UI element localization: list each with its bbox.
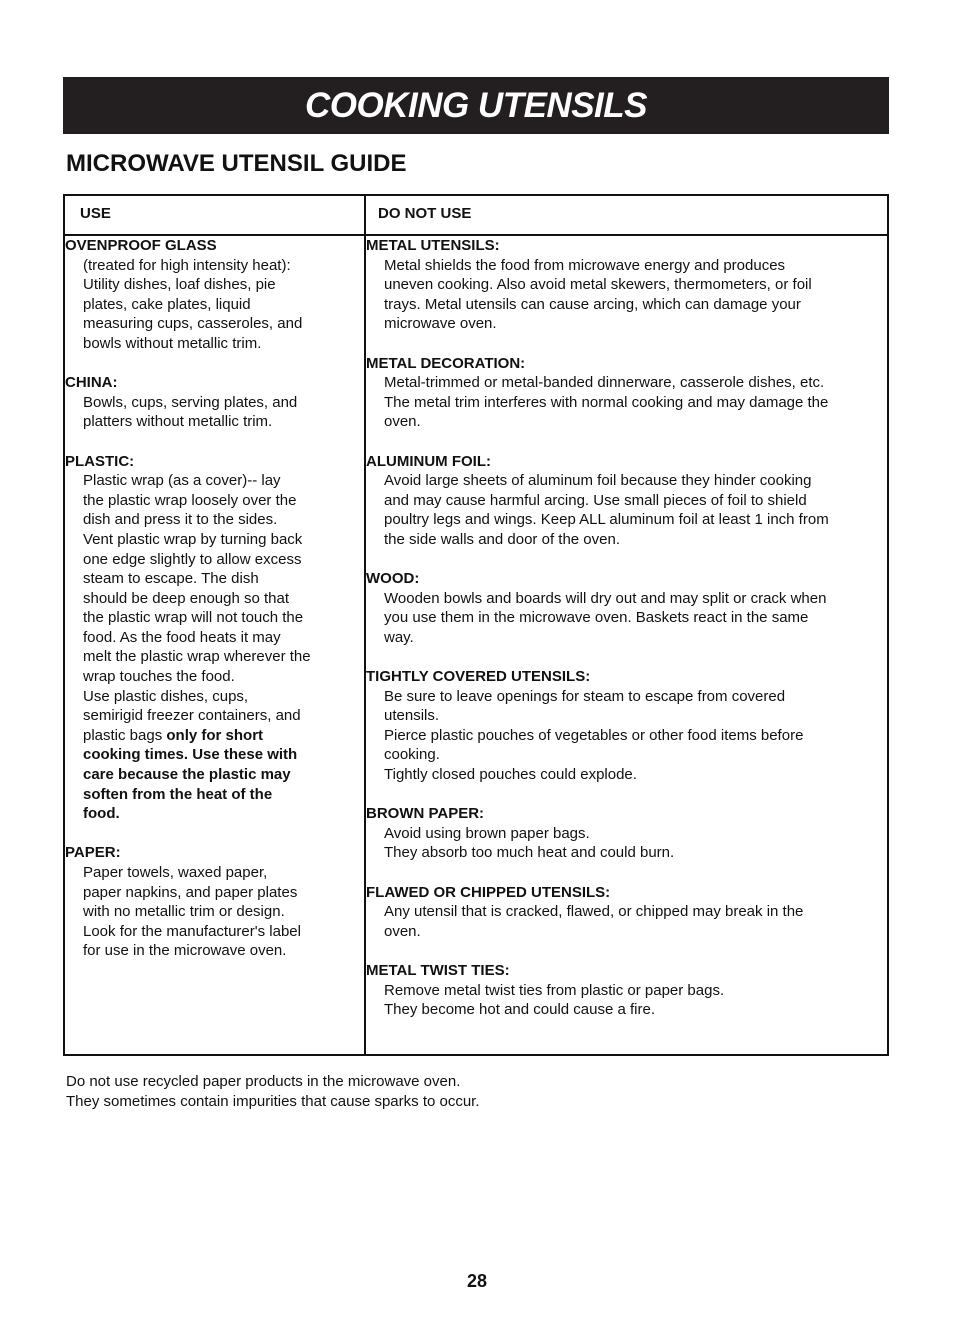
item-line: paper napkins, and paper plates xyxy=(83,883,298,901)
item-line: trays. Metal utensils can cause arcing, which can damage your xyxy=(384,295,801,313)
item-body xyxy=(366,902,887,941)
use-item-plastic xyxy=(65,452,364,824)
item-line: Use plastic dishes, cups, xyxy=(83,687,249,705)
item-line: Utility dishes, loaf dishes, pie xyxy=(83,276,276,294)
use-item-china xyxy=(65,373,364,432)
dont-item-metal-utensils xyxy=(366,236,887,334)
item-line-bold: food. xyxy=(83,805,120,823)
item-line-bold: soften from the heat of the xyxy=(83,785,273,803)
item-line: with no metallic trim or design. xyxy=(83,903,285,921)
dont-item-brown-paper xyxy=(366,804,887,863)
item-line-bold: care because the plastic may xyxy=(83,766,291,784)
item-line: Be sure to leave openings for steam to escape from covered xyxy=(384,687,786,705)
item-body xyxy=(366,687,887,785)
item-line: Look for the manufacturer's label xyxy=(83,922,301,940)
item-heading: METAL DECORATION: xyxy=(366,354,526,372)
dont-item-tightly-covered-utensils xyxy=(366,667,887,785)
item-line: wrap touches the food. xyxy=(83,668,235,686)
item-line-normal: plastic bags xyxy=(83,726,167,744)
item-line: food. As the food heats it may xyxy=(83,628,281,646)
item-line: measuring cups, casseroles, and xyxy=(83,315,303,333)
item-line: Tightly closed pouches could explode. xyxy=(384,766,637,784)
item-line: you use them in the microwave oven. Baskets react in the same xyxy=(384,609,809,627)
item-line: microwave oven. xyxy=(384,315,497,333)
recycled-paper-note xyxy=(66,1072,480,1111)
item-body xyxy=(366,373,887,432)
item-line: Wooden bowls and boards will dry out and may split or crack when xyxy=(384,589,827,607)
dont-item-metal-decoration xyxy=(366,354,887,432)
item-heading: WOOD: xyxy=(366,570,420,588)
do-not-use-column-header: DO NOT USE xyxy=(365,195,888,235)
item-heading: PAPER: xyxy=(65,844,121,862)
item-line: and may cause harmful arcing. Use small pieces of foil to shield xyxy=(384,491,807,509)
note-line: Do not use recycled paper products in the microwave oven. xyxy=(66,1073,461,1090)
item-body xyxy=(366,824,887,863)
item-line: plates, cake plates, liquid xyxy=(83,295,251,313)
item-line-mixed xyxy=(83,726,364,746)
item-heading: TIGHTLY COVERED UTENSILS: xyxy=(366,668,591,686)
item-line: Plastic wrap (as a cover)-- lay xyxy=(83,472,281,490)
item-body xyxy=(65,393,364,432)
item-line: semirigid freezer containers, and xyxy=(83,707,301,725)
use-column xyxy=(64,235,365,1055)
dont-item-flawed-or-chipped-utensils xyxy=(366,883,887,942)
use-item-ovenproof-glass xyxy=(65,236,364,354)
section-title: MICROWAVE UTENSIL GUIDE xyxy=(66,150,407,177)
item-line: Pierce plastic pouches of vegetables or other food items before xyxy=(384,726,804,744)
item-line: Vent plastic wrap by turning back xyxy=(83,530,303,548)
item-line: platters without metallic trim. xyxy=(83,413,273,431)
utensil-guide-table xyxy=(63,194,889,1056)
item-body xyxy=(65,256,364,354)
item-line: melt the plastic wrap wherever the xyxy=(83,648,311,666)
item-line: They absorb too much heat and could burn. xyxy=(384,844,675,862)
item-body xyxy=(366,256,887,334)
item-line: Paper towels, waxed paper, xyxy=(83,864,268,881)
item-line: the plastic wrap loosely over the xyxy=(83,491,297,509)
item-line: utensils. xyxy=(384,707,440,725)
item-heading: PLASTIC: xyxy=(65,452,135,470)
note-line: They sometimes contain impurities that cause sparks to occur. xyxy=(66,1092,480,1110)
item-line: Avoid large sheets of aluminum foil because they hinder cooking xyxy=(384,472,812,490)
item-line: oven. xyxy=(384,922,421,940)
title-banner xyxy=(63,77,889,134)
use-item-paper xyxy=(65,843,364,961)
item-line: for use in the microwave oven. xyxy=(83,942,287,960)
item-line: way. xyxy=(384,628,414,646)
item-line-bold: only for short xyxy=(166,726,264,744)
item-line: steam to escape. The dish xyxy=(83,570,259,588)
page-title: COOKING UTENSILS xyxy=(304,85,648,125)
item-heading: BROWN PAPER: xyxy=(366,805,485,823)
dont-item-wood xyxy=(366,569,887,647)
item-body xyxy=(366,981,887,1020)
item-line: dish and press it to the sides. xyxy=(83,511,278,529)
item-line: Metal-trimmed or metal-banded dinnerware, casserole dishes, etc. xyxy=(384,374,825,392)
item-heading: OVENPROOF GLASS xyxy=(65,237,217,254)
item-line: cooking. xyxy=(384,746,440,764)
item-body xyxy=(65,863,364,961)
item-body xyxy=(65,471,364,824)
item-heading: FLAWED OR CHIPPED UTENSILS: xyxy=(366,883,611,901)
item-line: Avoid using brown paper bags. xyxy=(384,824,590,842)
item-line: should be deep enough so that xyxy=(83,589,290,607)
item-line: one edge slightly to allow excess xyxy=(83,550,302,568)
item-heading: ALUMINUM FOIL: xyxy=(366,452,491,470)
dont-item-metal-twist-ties xyxy=(366,961,887,1020)
do-not-use-column xyxy=(365,235,888,1055)
item-body xyxy=(366,471,887,549)
item-line: poultry legs and wings. Keep ALL aluminum foil at least 1 inch from xyxy=(384,511,829,529)
dont-item-aluminum-foil xyxy=(366,452,887,550)
table-header-row xyxy=(64,195,888,235)
table-body-row xyxy=(64,235,888,1055)
item-body xyxy=(366,589,887,648)
item-line: bowls without metallic trim. xyxy=(83,334,262,352)
page-number: 28 xyxy=(466,1271,488,1291)
item-line: Remove metal twist ties from plastic or paper bags. xyxy=(384,981,725,999)
item-line: the plastic wrap will not touch the xyxy=(83,609,304,627)
item-line: oven. xyxy=(384,413,421,431)
use-column-header: USE xyxy=(64,195,365,235)
item-line: (treated for high intensity heat): xyxy=(83,256,291,274)
item-heading: CHINA: xyxy=(65,374,118,392)
item-line: The metal trim interferes with normal cooking and may damage the xyxy=(384,393,829,411)
item-line: They become hot and could cause a fire. xyxy=(384,1001,655,1019)
item-line: Bowls, cups, serving plates, and xyxy=(83,393,298,411)
item-line: uneven cooking. Also avoid metal skewers, thermometers, or foil xyxy=(384,276,812,294)
item-line: Any utensil that is cracked, flawed, or chipped may break in the xyxy=(384,903,804,921)
item-line: the side walls and door of the oven. xyxy=(384,530,620,548)
item-heading: METAL TWIST TIES: xyxy=(366,961,510,979)
item-line: Metal shields the food from microwave energy and produces xyxy=(384,256,786,274)
item-line-bold: cooking times. Use these with xyxy=(83,746,298,764)
item-heading: METAL UTENSILS: xyxy=(366,237,500,254)
